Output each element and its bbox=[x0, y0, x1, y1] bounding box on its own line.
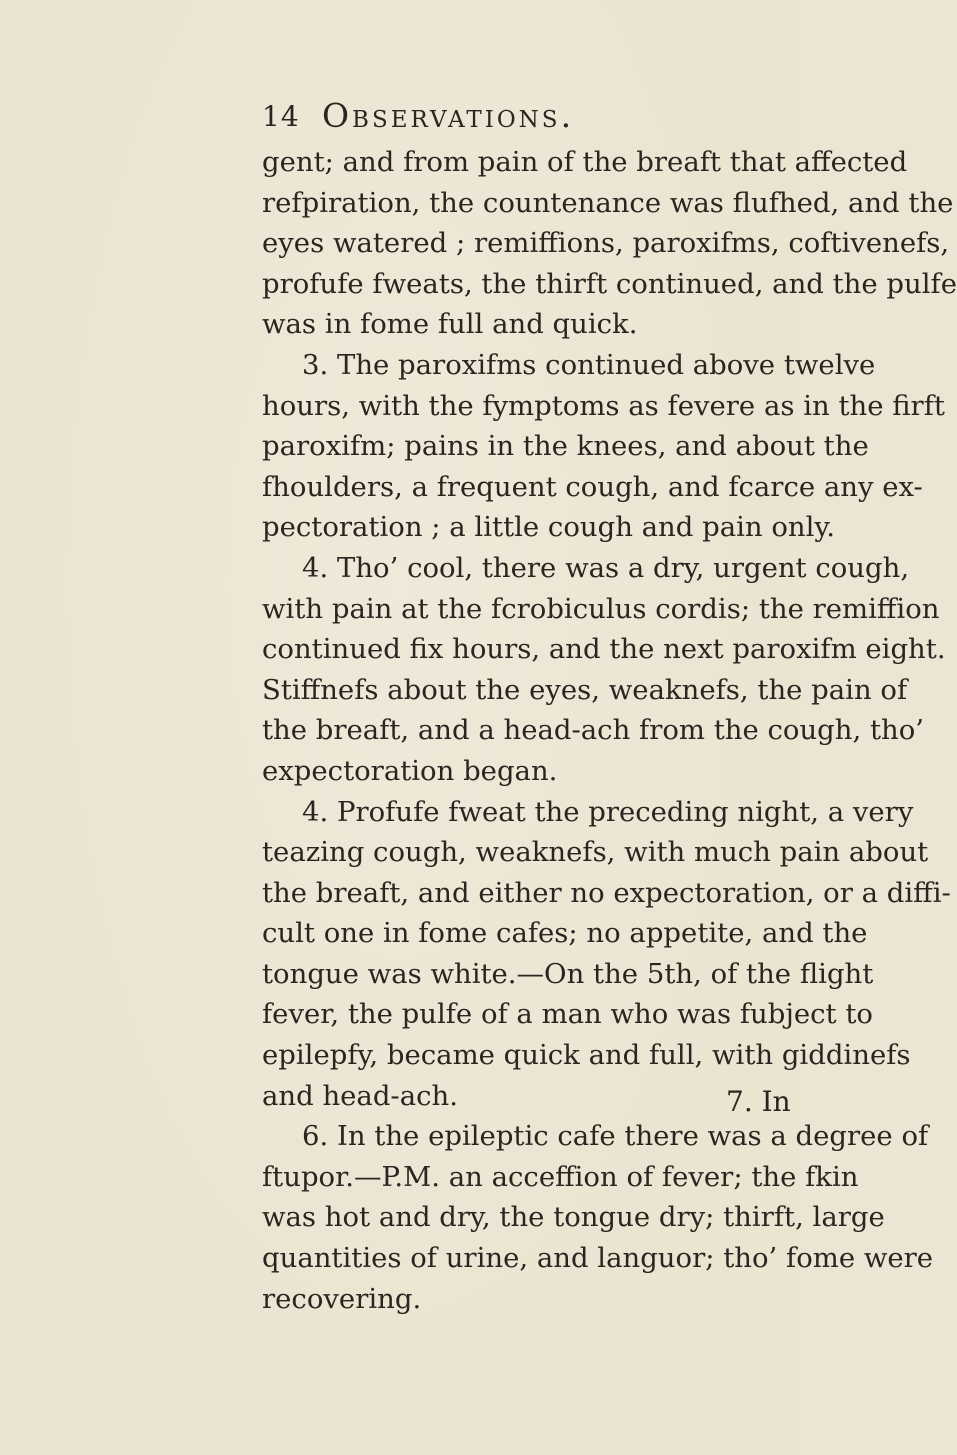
text-line: the breaft, and a head-ach from the cough, tho’ bbox=[262, 714, 925, 747]
text-line: teazing cough, weaknefs, with much pain about bbox=[262, 836, 929, 869]
text-line: cult one in fome cafes; no appetite, and the bbox=[262, 917, 868, 950]
paragraph-start: 4. Profufe fweat the preceding night, a very bbox=[302, 795, 914, 828]
paragraph-start: 3. The paroxifms continued above twelve bbox=[302, 348, 876, 381]
catchword: 7. In bbox=[726, 1085, 791, 1118]
text-line: Stiffnefs about the eyes, weaknefs, the pain of bbox=[262, 673, 908, 706]
running-head: Observations. bbox=[322, 96, 575, 135]
paragraph-start: 6. In the epileptic cafe there was a degree of bbox=[302, 1120, 929, 1153]
text-line: eyes watered ; remiffions, paroxifms, coftivenefs, bbox=[262, 227, 950, 260]
text-line: recovering. bbox=[262, 1282, 422, 1315]
text-line: refpiration, the countenance was flufhed, and the bbox=[262, 186, 954, 219]
page-header bbox=[0, 96, 800, 136]
text-line: pectoration ; a little cough and pain only. bbox=[262, 511, 836, 544]
text-line: the breaft, and either no expectoration, or a diffi- bbox=[262, 876, 951, 909]
text-line: fhoulders, a frequent cough, and fcarce any ex- bbox=[262, 470, 923, 503]
text-line: profufe fweats, the thirft continued, and the pulfe bbox=[262, 267, 957, 300]
text-line: with pain at the fcrobiculus cordis; the remiffion bbox=[262, 592, 940, 625]
text-line: tongue was white.—On the 5th, of the flight bbox=[262, 957, 874, 990]
text-line: expectoration began. bbox=[262, 754, 558, 787]
text-line: was in fome full and quick. bbox=[262, 308, 638, 341]
text-line: epilepfy, became quick and full, with giddinefs bbox=[262, 1039, 911, 1072]
text-line: ftupor.—P.M. an acceffion of fever; the fkin bbox=[262, 1160, 859, 1193]
text-line: and head-ach. bbox=[262, 1079, 458, 1112]
paragraph-start: 4. Tho’ cool, there was a dry, urgent cough, bbox=[302, 551, 910, 584]
page-number: 14 bbox=[262, 100, 300, 133]
text-line: gent; and from pain of the breaft that affected bbox=[262, 146, 908, 178]
text-line: paroxifm; pains in the knees, and about the bbox=[262, 430, 869, 463]
text-line: was hot and dry, the tongue dry; thirft, large bbox=[262, 1201, 885, 1234]
text-line: quantities of urine, and languor; tho’ fome were bbox=[262, 1242, 934, 1275]
text-line: hours, with the fymptoms as fevere as in the firft bbox=[262, 389, 945, 422]
text-line: fever, the pulfe of a man who was fubject to bbox=[262, 998, 873, 1031]
body-text bbox=[262, 142, 957, 1319]
text-line: continued fix hours, and the next paroxifm eight. bbox=[262, 633, 946, 666]
